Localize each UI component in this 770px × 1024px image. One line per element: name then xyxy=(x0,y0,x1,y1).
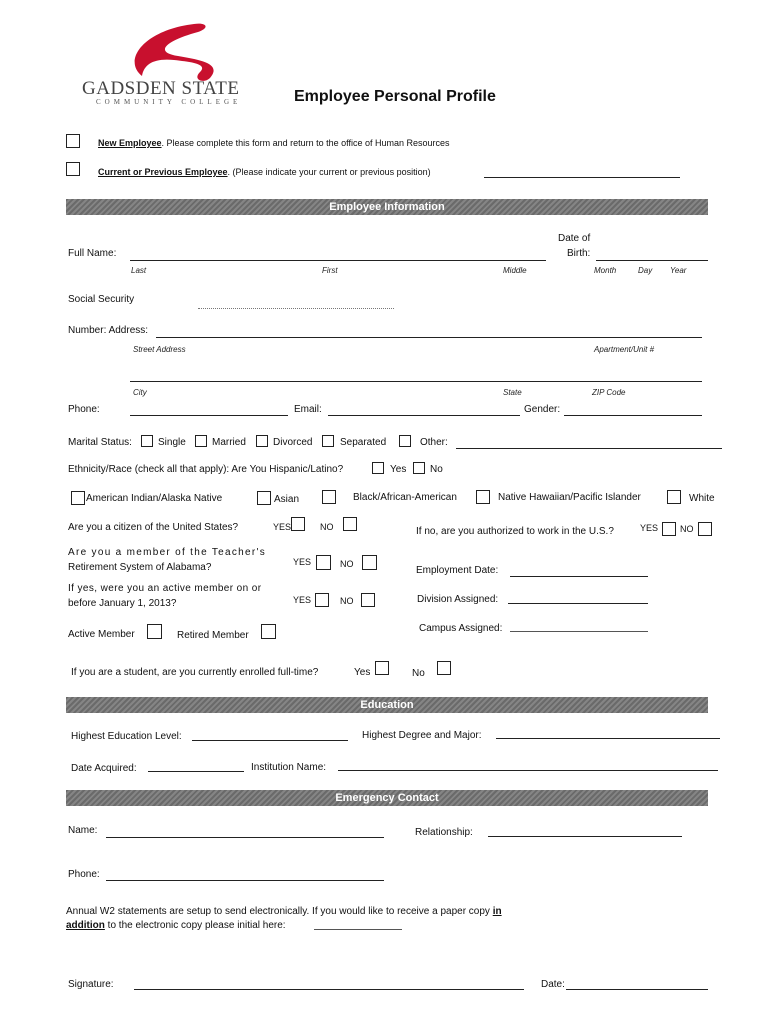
employment-date-label: Employment Date: xyxy=(416,565,499,576)
trs-no-checkbox[interactable] xyxy=(362,555,377,570)
other-label: Other: xyxy=(420,437,448,448)
authorized-no-checkbox[interactable] xyxy=(698,522,712,536)
active-question-line2: before January 1, 2013? xyxy=(68,598,177,609)
authorized-yes-checkbox[interactable] xyxy=(662,522,676,536)
gender-label: Gender: xyxy=(524,404,561,415)
trs-yes-label: YES xyxy=(293,557,312,567)
trs-yes-checkbox[interactable] xyxy=(316,555,331,570)
citizen-yes-label: YES xyxy=(273,522,292,532)
current-employee-text: . (Please indicate your current or previous position) xyxy=(227,167,431,177)
city-state-zip-input[interactable] xyxy=(130,381,702,382)
w2-line1 xyxy=(66,906,502,918)
marital-status-label: Marital Status: xyxy=(68,437,132,448)
other-checkbox[interactable] xyxy=(399,435,411,447)
active-yes-checkbox[interactable] xyxy=(315,593,329,607)
employment-date-input[interactable] xyxy=(510,576,648,577)
retired-member-checkbox[interactable] xyxy=(261,624,276,639)
page-title: Employee Personal Profile xyxy=(294,88,496,105)
married-label: Married xyxy=(212,437,246,448)
active-member-checkbox[interactable] xyxy=(147,624,162,639)
relationship-label: Relationship: xyxy=(415,827,473,838)
number-address-label: Number: Address: xyxy=(68,325,149,336)
division-input[interactable] xyxy=(508,603,648,604)
date-of-label: Date of xyxy=(558,233,591,244)
phone-input[interactable] xyxy=(130,415,288,416)
current-employee-line xyxy=(98,167,431,178)
college-logo xyxy=(82,20,262,110)
authorized-question: If no, are you authorized to work in the U.S.? xyxy=(416,526,614,537)
authorized-yes-label: YES xyxy=(640,523,659,533)
american-indian-checkbox[interactable] xyxy=(71,491,85,505)
other-input[interactable] xyxy=(456,448,722,449)
citizen-yes-checkbox[interactable] xyxy=(291,517,305,531)
day-caption: Day xyxy=(638,266,653,275)
student-question: If you are a student, are you currently enrolled full-time? xyxy=(71,667,319,678)
w2-in-word: in xyxy=(492,906,502,917)
birth-label: Birth: xyxy=(567,248,591,259)
emergency-phone-input[interactable] xyxy=(106,880,384,881)
signature-date-label: Date: xyxy=(541,979,565,990)
signature-label: Signature: xyxy=(68,979,114,990)
w2-text: Annual W2 statements are setup to send electronically. If you would like to receive a paper copy xyxy=(66,906,490,917)
zip-caption: ZIP Code xyxy=(592,388,626,397)
full-name-label: Full Name: xyxy=(68,248,117,259)
active-no-label: NO xyxy=(340,596,354,606)
phone-label: Phone: xyxy=(68,404,100,415)
highest-level-label: Highest Education Level: xyxy=(71,731,182,742)
current-employee-checkbox[interactable] xyxy=(66,162,80,176)
citizen-no-checkbox[interactable] xyxy=(343,517,357,531)
emergency-name-input[interactable] xyxy=(106,837,384,838)
w2-line2 xyxy=(66,920,286,932)
highest-degree-input[interactable] xyxy=(496,738,720,739)
city-caption: City xyxy=(133,388,147,397)
new-employee-text: . Please complete this form and return to the office of Human Resources xyxy=(161,138,450,148)
campus-label: Campus Assigned: xyxy=(419,623,503,634)
birth-date-input[interactable] xyxy=(596,260,708,261)
social-security-label: Social Security xyxy=(68,294,135,305)
single-checkbox[interactable] xyxy=(141,435,153,447)
last-caption: Last xyxy=(131,266,147,275)
divorced-checkbox[interactable] xyxy=(256,435,268,447)
state-caption: State xyxy=(503,388,522,397)
trs-no-label: NO xyxy=(340,559,354,569)
current-position-input[interactable] xyxy=(484,177,680,178)
w2-addition-word: addition xyxy=(66,920,105,931)
student-no-label: No xyxy=(412,668,425,679)
education-header: Education xyxy=(66,697,708,713)
student-yes-label: Yes xyxy=(354,667,371,678)
trs-question-line2: Retirement System of Alabama? xyxy=(68,562,212,573)
asian-label: Asian xyxy=(274,494,300,505)
relationship-input[interactable] xyxy=(488,836,682,837)
date-acquired-label: Date Acquired: xyxy=(71,763,137,774)
date-acquired-input[interactable] xyxy=(148,771,244,772)
w2-initial-input[interactable] xyxy=(314,929,402,930)
street-address-caption: Street Address xyxy=(133,345,186,354)
institution-input[interactable] xyxy=(338,770,718,771)
citizen-no-label: NO xyxy=(320,522,334,532)
middle-caption: Middle xyxy=(503,266,527,275)
apartment-caption: Apartment/Unit # xyxy=(594,345,655,354)
trs-question-line1: Are you a member of the Teacher's xyxy=(68,547,267,558)
logo-subtitle: COMMUNITY COLLEGE xyxy=(96,98,242,106)
signature-input[interactable] xyxy=(134,989,524,990)
ethnicity-question: Ethnicity/Race (check all that apply): Are You Hispanic/Latino? xyxy=(68,464,344,475)
address-input[interactable] xyxy=(156,337,702,338)
institution-label: Institution Name: xyxy=(251,762,327,773)
hispanic-yes-checkbox[interactable] xyxy=(372,462,384,474)
emergency-name-label: Name: xyxy=(68,825,98,836)
active-no-checkbox[interactable] xyxy=(361,593,375,607)
full-name-input[interactable] xyxy=(130,260,546,261)
black-label: Black/African-American xyxy=(353,492,457,503)
american-indian-label: American Indian/Alaska Native xyxy=(86,493,223,504)
authorized-no-label: NO xyxy=(680,524,694,534)
divorced-label: Divorced xyxy=(273,437,313,448)
highest-level-input[interactable] xyxy=(192,740,348,741)
logo-swoosh-icon xyxy=(82,20,262,82)
w2-initial-text: to the electronic copy please initial here: xyxy=(107,920,286,931)
social-security-input[interactable] xyxy=(198,308,394,309)
student-yes-checkbox[interactable] xyxy=(375,661,389,675)
email-label: Email: xyxy=(294,404,322,415)
highest-degree-label: Highest Degree and Major: xyxy=(362,730,482,741)
year-caption: Year xyxy=(670,266,687,275)
campus-input[interactable] xyxy=(510,631,648,632)
hawaiian-label: Native Hawaiian/Pacific Islander xyxy=(498,492,641,503)
married-checkbox[interactable] xyxy=(195,435,207,447)
white-label: White xyxy=(689,493,715,504)
single-label: Single xyxy=(158,437,186,448)
new-employee-checkbox[interactable] xyxy=(66,134,80,148)
gender-input[interactable] xyxy=(564,415,702,416)
hispanic-yes-label: Yes xyxy=(390,464,407,475)
emergency-contact-header: Emergency Contact xyxy=(66,790,708,806)
separated-label: Separated xyxy=(340,437,387,448)
active-question-line1: If yes, were you an active member on or xyxy=(68,583,262,594)
logo-wordmark: GADSDEN STATE xyxy=(82,78,240,99)
retired-member-label: Retired Member xyxy=(177,630,249,641)
emergency-phone-label: Phone: xyxy=(68,869,100,880)
hispanic-no-label: No xyxy=(430,464,443,475)
division-label: Division Assigned: xyxy=(417,594,499,605)
first-caption: First xyxy=(322,266,338,275)
active-member-label: Active Member xyxy=(68,629,135,640)
signature-date-input[interactable] xyxy=(566,989,708,990)
new-employee-line xyxy=(98,138,450,149)
active-yes-label: YES xyxy=(293,595,312,605)
new-employee-label: New Employee xyxy=(98,138,162,148)
hispanic-no-checkbox[interactable] xyxy=(413,462,425,474)
citizen-question: Are you a citizen of the United States? xyxy=(68,522,239,533)
white-checkbox[interactable] xyxy=(667,490,681,504)
month-caption: Month xyxy=(594,266,617,275)
black-checkbox[interactable] xyxy=(322,490,336,504)
hawaiian-checkbox[interactable] xyxy=(476,490,490,504)
separated-checkbox[interactable] xyxy=(322,435,334,447)
email-input[interactable] xyxy=(328,415,520,416)
student-no-checkbox[interactable] xyxy=(437,661,451,675)
asian-checkbox[interactable] xyxy=(257,491,271,505)
employee-information-header: Employee Information xyxy=(66,199,708,215)
current-employee-label: Current or Previous Employee xyxy=(98,167,228,177)
